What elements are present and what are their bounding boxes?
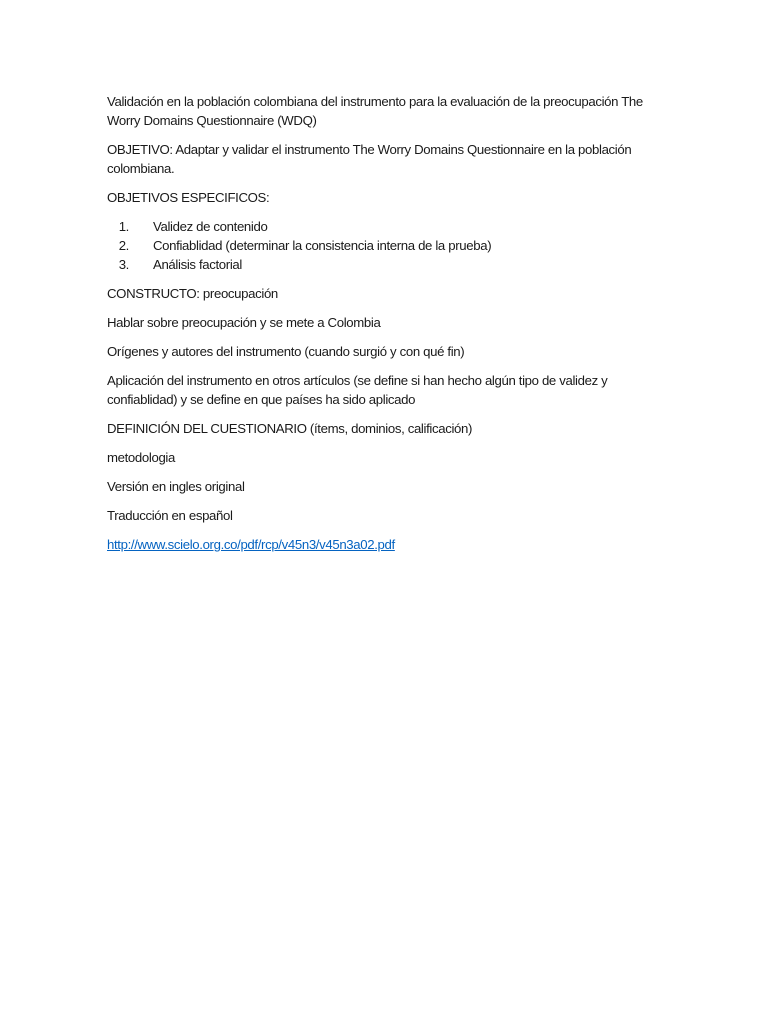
- list-item: [107, 255, 667, 274]
- objective-text: OBJETIVO: Adaptar y validar el instrumento The Worry Domains Questionnaire en la población colombiana.: [107, 142, 632, 176]
- list-item-number: 1.: [118, 219, 129, 234]
- reference-paragraph: [107, 535, 667, 554]
- construct-text: CONSTRUCTO: preocupación: [107, 286, 278, 301]
- methodology-text: metodologia: [107, 450, 175, 465]
- list-item: [107, 236, 667, 255]
- document-page: [107, 92, 667, 564]
- note-application: Aplicación del instrumento en otros artículos (se define si han hecho algún tipo de validez y confiablidad) y se define en que países ha sido aplicado: [107, 373, 608, 407]
- list-item-text: Confiablidad (determinar la consistencia interna de la prueba): [153, 238, 492, 253]
- list-item: [107, 217, 667, 236]
- note-colombia: Hablar sobre preocupación y se mete a Colombia: [107, 315, 381, 330]
- english-version-text: Versión en ingles original: [107, 479, 245, 494]
- list-item-text: Análisis factorial: [153, 257, 242, 272]
- spanish-translation-text: Traducción en español: [107, 508, 233, 523]
- list-item-text: Validez de contenido: [153, 219, 268, 234]
- definition-text: DEFINICIÓN DEL CUESTIONARIO (ítems, dominios, calificación): [107, 421, 473, 436]
- list-item-number: 3.: [118, 257, 129, 272]
- document-title: Validación en la población colombiana del instrumento para la evaluación de la preocupación The Worry Domains Questionnaire (WDQ): [107, 94, 643, 128]
- note-origins: Orígenes y autores del instrumento (cuando surgió y con qué fin): [107, 344, 465, 359]
- specific-objectives-heading: OBJETIVOS ESPECIFICOS:: [107, 190, 270, 205]
- list-item-number: 2.: [118, 238, 129, 253]
- scielo-link[interactable]: http://www.scielo.org.co/pdf/rcp/v45n3/v45n3a02.pdf: [107, 537, 395, 552]
- specific-objectives-list: [107, 217, 667, 274]
